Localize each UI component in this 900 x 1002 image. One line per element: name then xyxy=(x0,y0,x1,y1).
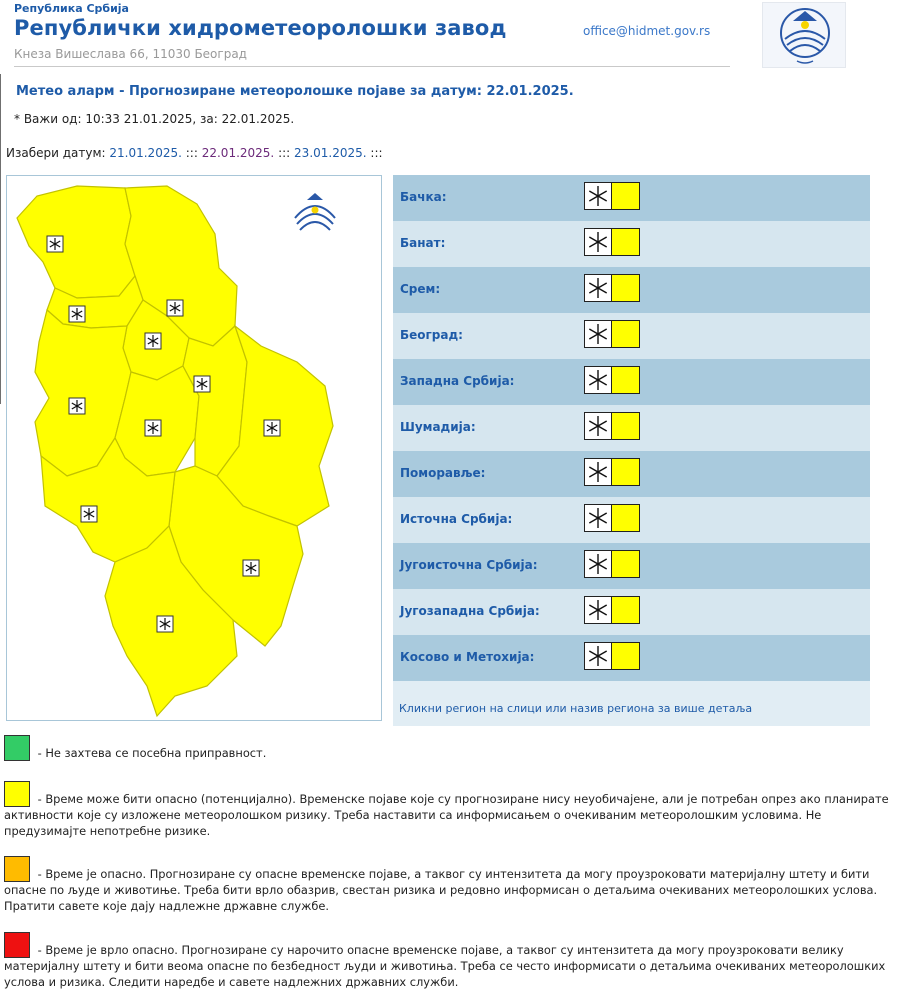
map-svg xyxy=(7,176,381,720)
snowflake-icon xyxy=(264,420,280,436)
region-row-kosovo-i-metohija xyxy=(393,635,870,681)
alert-level-yellow[interactable] xyxy=(584,550,640,578)
region-row-backa xyxy=(393,175,870,221)
snowflake-icon xyxy=(157,616,173,632)
map-rhmz-logo xyxy=(285,188,345,248)
snowflake-icon xyxy=(69,398,85,414)
date-link-22[interactable]: 22.01.2025. xyxy=(201,146,275,160)
legend-green xyxy=(4,735,894,761)
region-row-istocna-srbija xyxy=(393,497,870,543)
email-link[interactable]: office@hidmet.gov.rs xyxy=(583,24,711,38)
legend-swatch-green xyxy=(4,735,30,761)
alert-level-yellow[interactable] xyxy=(584,458,640,486)
region-row-jugozapadna-srbija xyxy=(393,589,870,635)
date-selector xyxy=(6,146,383,160)
snowflake-icon xyxy=(145,420,161,436)
snowflake-icon xyxy=(585,505,612,531)
region-hint xyxy=(393,681,870,726)
date-separator: ::: xyxy=(370,146,383,160)
alert-level-yellow[interactable] xyxy=(584,274,640,302)
rhmz-logo xyxy=(762,2,846,68)
date-link-23[interactable]: 23.01.2025. xyxy=(294,146,367,160)
snowflake-icon xyxy=(585,183,612,209)
alert-level-yellow[interactable] xyxy=(584,596,640,624)
region-hint-text: Кликни регион на слици или назив региона за више детаља xyxy=(399,702,753,715)
snowflake-icon xyxy=(585,275,612,301)
alert-level-yellow[interactable] xyxy=(584,182,640,210)
legend-orange xyxy=(4,856,894,914)
validity-text: * Важи од: 10:33 21.01.2025, за: 22.01.2025. xyxy=(14,112,295,126)
region-link-beograd[interactable]: Београд: xyxy=(400,328,463,342)
serbia-warning-map xyxy=(6,175,382,721)
region-row-banat xyxy=(393,221,870,267)
header-divider xyxy=(14,66,730,67)
legend-text-red: - Време је врло опасно. Прогнозиране су нарочито опасне временске појаве, а таквог су интензитета да могу проузроковати велику материјалну штету и бити веома опасне по безбедност људи и животиња. Треба се често информисати о детаљима очекиваних метеоролошких услова и ризика. Следити наредбе и савете надлежних државних служби. xyxy=(4,943,886,989)
snowflake-icon xyxy=(145,333,161,349)
region-link-kosovo-i-metohija[interactable]: Косово и Метохија: xyxy=(400,650,535,664)
region-row-beograd xyxy=(393,313,870,359)
snowflake-icon xyxy=(167,300,183,316)
region-backa[interactable] xyxy=(17,186,135,298)
snowflake-icon xyxy=(585,551,612,577)
page-title: Метео аларм - Прогнозиране метеоролошке појаве за датум: 22.01.2025. xyxy=(16,84,574,99)
alert-level-yellow[interactable] xyxy=(584,366,640,394)
region-list xyxy=(393,175,870,726)
alert-level-yellow[interactable] xyxy=(584,504,640,532)
region-link-backa[interactable]: Бачка: xyxy=(400,190,447,204)
region-link-pomoravlje[interactable]: Поморавље: xyxy=(400,466,486,480)
map-regions xyxy=(17,186,333,716)
snowflake-icon xyxy=(585,413,612,439)
site-header xyxy=(0,0,900,72)
date-select-label: Изабери датум: xyxy=(6,146,106,160)
alert-level-yellow[interactable] xyxy=(584,412,640,440)
legend-swatch-yellow xyxy=(4,781,30,807)
region-row-zapadna-srbija xyxy=(393,359,870,405)
alert-level-yellow[interactable] xyxy=(584,228,640,256)
region-row-pomoravlje xyxy=(393,451,870,497)
legend-text-yellow: - Време може бити опасно (потенцијално). Временске појаве које су прогнозиране нису неуобичајене, али је потребан опрез ако планирате активности које су изложене метеоролошком ризику. Треба наставити са информисањем о очекиваним метеоролошким условима. Не предузимајте непотребне ризике. xyxy=(4,792,889,838)
snowflake-icon xyxy=(585,321,612,347)
region-link-jugozapadna-srbija[interactable]: Југозападна Србија: xyxy=(400,604,540,618)
alert-level-yellow[interactable] xyxy=(584,320,640,348)
legend-red xyxy=(4,932,894,990)
republic-label: Република Србија xyxy=(14,2,129,15)
region-link-srem[interactable]: Срем: xyxy=(400,282,441,296)
date-separator: ::: xyxy=(278,146,291,160)
region-row-jugoistocna-srbija xyxy=(393,543,870,589)
legend-text-green: - Не захтева се посебна приправност. xyxy=(34,746,267,760)
region-row-sumadija xyxy=(393,405,870,451)
snowflake-icon xyxy=(47,236,63,252)
alert-level-yellow[interactable] xyxy=(584,642,640,670)
snowflake-icon xyxy=(69,306,85,322)
left-rule xyxy=(0,74,1,404)
snowflake-icon xyxy=(585,229,612,255)
legend-swatch-red xyxy=(4,932,30,958)
snowflake-icon xyxy=(194,376,210,392)
snowflake-icon xyxy=(81,506,97,522)
region-link-zapadna-srbija[interactable]: Западна Србија: xyxy=(400,374,515,388)
snowflake-icon xyxy=(585,643,612,669)
legend-text-orange: - Време је опасно. Прогнозиране су опасне временске појаве, а таквог су интензитета да могу проузроковати материјалну штету и бити опасне по људе и животиње. Треба бити врло обазрив, свестан ризика и редовно информисан о детаљима очекиваних метеоролошких услова. Пратити савете које дају надлежне државне службе. xyxy=(4,867,878,913)
date-link-21[interactable]: 21.01.2025. xyxy=(109,146,182,160)
region-link-jugoistocna-srbija[interactable]: Југоисточна Србија: xyxy=(400,558,538,572)
region-link-banat[interactable]: Банат: xyxy=(400,236,446,250)
legend-yellow xyxy=(4,781,894,839)
date-separator: ::: xyxy=(185,146,198,160)
institute-address: Кнеза Вишеслава 66, 11030 Београд xyxy=(14,47,247,61)
snowflake-icon xyxy=(585,597,612,623)
institute-title: Републички хидрометеоролошки завод xyxy=(14,16,507,40)
snowflake-icon xyxy=(243,560,259,576)
region-row-srem xyxy=(393,267,870,313)
region-link-sumadija[interactable]: Шумадија: xyxy=(400,420,476,434)
snowflake-icon xyxy=(585,459,612,485)
region-link-istocna-srbija[interactable]: Источна Србија: xyxy=(400,512,513,526)
legend-swatch-orange xyxy=(4,856,30,882)
snowflake-icon xyxy=(585,367,612,393)
